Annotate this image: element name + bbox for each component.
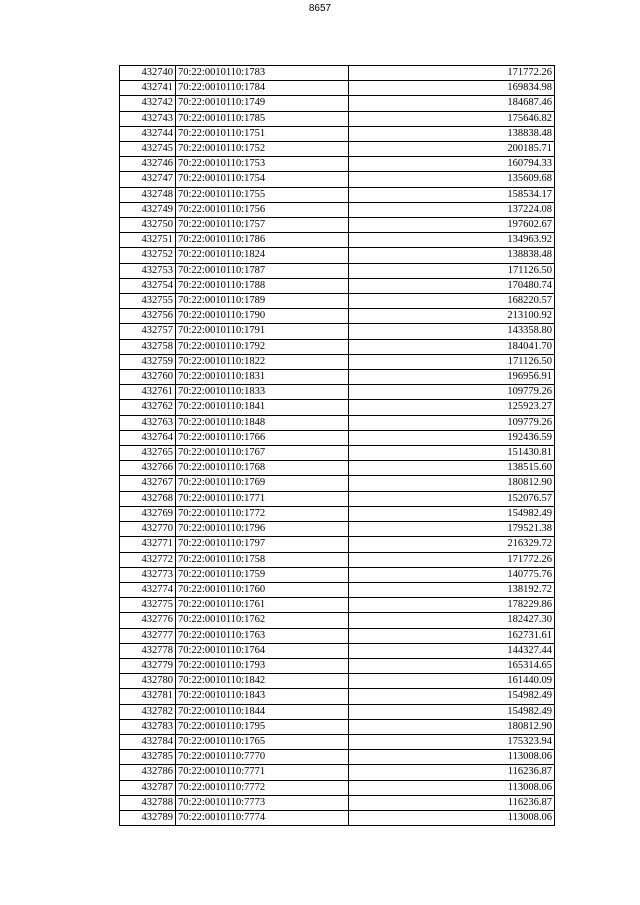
row-number-cell: 432749 xyxy=(120,202,176,217)
table-row xyxy=(120,704,555,719)
cadastral-number-cell: 70:22:0010110:1761 xyxy=(176,598,349,613)
cadastral-value-cell: 134963.92 xyxy=(349,233,555,248)
cadastral-number-cell: 70:22:0010110:1833 xyxy=(176,385,349,400)
row-number-cell: 432752 xyxy=(120,248,176,263)
table-row xyxy=(120,157,555,172)
cadastral-number-cell: 70:22:0010110:1772 xyxy=(176,506,349,521)
row-number-cell: 432787 xyxy=(120,780,176,795)
cadastral-number-cell: 70:22:0010110:1759 xyxy=(176,567,349,582)
cadastral-number-cell: 70:22:0010110:1796 xyxy=(176,522,349,537)
cadastral-value-cell: 175646.82 xyxy=(349,111,555,126)
cadastral-value-cell: 113008.06 xyxy=(349,810,555,825)
cadastral-number-cell: 70:22:0010110:1755 xyxy=(176,187,349,202)
row-number-cell: 432760 xyxy=(120,370,176,385)
table-row xyxy=(120,126,555,141)
cadastral-number-cell: 70:22:0010110:1756 xyxy=(176,202,349,217)
table-row xyxy=(120,370,555,385)
cadastral-number-cell: 70:22:0010110:1789 xyxy=(176,294,349,309)
table-row xyxy=(120,506,555,521)
cadastral-value-cell: 184687.46 xyxy=(349,96,555,111)
cadastral-value-cell: 196956.91 xyxy=(349,370,555,385)
row-number-cell: 432757 xyxy=(120,324,176,339)
cadastral-number-cell: 70:22:0010110:1784 xyxy=(176,81,349,96)
cadastral-number-cell: 70:22:0010110:1771 xyxy=(176,491,349,506)
row-number-cell: 432747 xyxy=(120,172,176,187)
cadastral-number-cell: 70:22:0010110:1783 xyxy=(176,66,349,81)
table-row xyxy=(120,628,555,643)
table-body xyxy=(120,66,555,826)
cadastral-value-cell: 140775.76 xyxy=(349,567,555,582)
row-number-cell: 432771 xyxy=(120,537,176,552)
cadastral-value-cell: 154982.49 xyxy=(349,704,555,719)
cadastral-value-cell: 151430.81 xyxy=(349,446,555,461)
table-row xyxy=(120,476,555,491)
cadastral-value-cell: 138838.48 xyxy=(349,126,555,141)
table-row xyxy=(120,430,555,445)
cadastral-number-cell: 70:22:0010110:1769 xyxy=(176,476,349,491)
cadastral-number-cell: 70:22:0010110:1753 xyxy=(176,157,349,172)
cadastral-value-cell: 116236.87 xyxy=(349,765,555,780)
cadastral-number-cell: 70:22:0010110:1793 xyxy=(176,658,349,673)
table-row xyxy=(120,658,555,673)
cadastral-number-cell: 70:22:0010110:1844 xyxy=(176,704,349,719)
table-row xyxy=(120,674,555,689)
cadastral-value-cell: 160794.33 xyxy=(349,157,555,172)
row-number-cell: 432763 xyxy=(120,415,176,430)
table-row xyxy=(120,142,555,157)
row-number-cell: 432774 xyxy=(120,582,176,597)
cadastral-value-cell: 162731.61 xyxy=(349,628,555,643)
cadastral-number-cell: 70:22:0010110:1842 xyxy=(176,674,349,689)
table-row xyxy=(120,567,555,582)
cadastral-value-cell: 180812.90 xyxy=(349,476,555,491)
table-row xyxy=(120,598,555,613)
table-row xyxy=(120,734,555,749)
table-row xyxy=(120,719,555,734)
cadastral-number-cell: 70:22:0010110:1768 xyxy=(176,461,349,476)
cadastral-number-cell: 70:22:0010110:7771 xyxy=(176,765,349,780)
cadastral-number-cell: 70:22:0010110:1786 xyxy=(176,233,349,248)
cadastral-value-cell: 179521.38 xyxy=(349,522,555,537)
cadastral-value-cell: 154982.49 xyxy=(349,506,555,521)
cadastral-value-cell: 138838.48 xyxy=(349,248,555,263)
row-number-cell: 432778 xyxy=(120,643,176,658)
row-number-cell: 432761 xyxy=(120,385,176,400)
cadastral-number-cell: 70:22:0010110:7774 xyxy=(176,810,349,825)
table-row xyxy=(120,309,555,324)
cadastral-value-cell: 213100.92 xyxy=(349,309,555,324)
table-row xyxy=(120,172,555,187)
table-row xyxy=(120,385,555,400)
cadastral-value-cell: 109779.26 xyxy=(349,385,555,400)
cadastral-number-cell: 70:22:0010110:1791 xyxy=(176,324,349,339)
cadastral-value-cell: 113008.06 xyxy=(349,750,555,765)
table-row xyxy=(120,537,555,552)
cadastral-value-cell: 116236.87 xyxy=(349,795,555,810)
row-number-cell: 432740 xyxy=(120,66,176,81)
cadastral-value-cell: 171772.26 xyxy=(349,552,555,567)
table-row xyxy=(120,111,555,126)
row-number-cell: 432765 xyxy=(120,446,176,461)
table-row xyxy=(120,400,555,415)
cadastral-value-cell: 197602.67 xyxy=(349,218,555,233)
table-row xyxy=(120,795,555,810)
cadastral-number-cell: 70:22:0010110:1797 xyxy=(176,537,349,552)
row-number-cell: 432777 xyxy=(120,628,176,643)
cadastral-number-cell: 70:22:0010110:1760 xyxy=(176,582,349,597)
cadastral-value-cell: 138515.60 xyxy=(349,461,555,476)
table-row xyxy=(120,491,555,506)
table-row xyxy=(120,202,555,217)
table-row xyxy=(120,66,555,81)
cadastral-value-cell: 169834.98 xyxy=(349,81,555,96)
row-number-cell: 432780 xyxy=(120,674,176,689)
cadastral-number-cell: 70:22:0010110:7773 xyxy=(176,795,349,810)
cadastral-number-cell: 70:22:0010110:1765 xyxy=(176,734,349,749)
row-number-cell: 432764 xyxy=(120,430,176,445)
cadastral-number-cell: 70:22:0010110:1752 xyxy=(176,142,349,157)
table-row xyxy=(120,643,555,658)
table-row xyxy=(120,324,555,339)
row-number-cell: 432753 xyxy=(120,263,176,278)
cadastral-value-cell: 192436.59 xyxy=(349,430,555,445)
table-row xyxy=(120,187,555,202)
table-row xyxy=(120,415,555,430)
cadastral-value-table xyxy=(119,65,555,826)
table-row xyxy=(120,780,555,795)
row-number-cell: 432766 xyxy=(120,461,176,476)
table-row xyxy=(120,354,555,369)
row-number-cell: 432775 xyxy=(120,598,176,613)
cadastral-value-cell: 143358.80 xyxy=(349,324,555,339)
table-row xyxy=(120,750,555,765)
row-number-cell: 432789 xyxy=(120,810,176,825)
cadastral-value-cell: 182427.30 xyxy=(349,613,555,628)
row-number-cell: 432781 xyxy=(120,689,176,704)
cadastral-number-cell: 70:22:0010110:1749 xyxy=(176,96,349,111)
table-row xyxy=(120,339,555,354)
table-row xyxy=(120,248,555,263)
cadastral-value-cell: 168220.57 xyxy=(349,294,555,309)
table-row xyxy=(120,522,555,537)
cadastral-number-cell: 70:22:0010110:1762 xyxy=(176,613,349,628)
cadastral-number-cell: 70:22:0010110:1792 xyxy=(176,339,349,354)
row-number-cell: 432779 xyxy=(120,658,176,673)
row-number-cell: 432758 xyxy=(120,339,176,354)
row-number-cell: 432750 xyxy=(120,218,176,233)
cadastral-number-cell: 70:22:0010110:1758 xyxy=(176,552,349,567)
cadastral-value-cell: 184041.70 xyxy=(349,339,555,354)
cadastral-value-cell: 158534.17 xyxy=(349,187,555,202)
table-row xyxy=(120,263,555,278)
cadastral-value-cell: 138192.72 xyxy=(349,582,555,597)
cadastral-value-cell: 175323.94 xyxy=(349,734,555,749)
cadastral-value-cell: 178229.86 xyxy=(349,598,555,613)
row-number-cell: 432754 xyxy=(120,278,176,293)
cadastral-number-cell: 70:22:0010110:1824 xyxy=(176,248,349,263)
cadastral-value-cell: 171772.26 xyxy=(349,66,555,81)
cadastral-value-cell: 216329.72 xyxy=(349,537,555,552)
cadastral-number-cell: 70:22:0010110:1788 xyxy=(176,278,349,293)
row-number-cell: 432742 xyxy=(120,96,176,111)
row-number-cell: 432770 xyxy=(120,522,176,537)
table-row xyxy=(120,689,555,704)
cadastral-number-cell: 70:22:0010110:1843 xyxy=(176,689,349,704)
table-row xyxy=(120,552,555,567)
cadastral-value-cell: 165314.65 xyxy=(349,658,555,673)
cadastral-number-cell: 70:22:0010110:1790 xyxy=(176,309,349,324)
table-row xyxy=(120,218,555,233)
table-row xyxy=(120,96,555,111)
cadastral-value-cell: 109779.26 xyxy=(349,415,555,430)
cadastral-value-cell: 180812.90 xyxy=(349,719,555,734)
row-number-cell: 432773 xyxy=(120,567,176,582)
cadastral-number-cell: 70:22:0010110:1822 xyxy=(176,354,349,369)
row-number-cell: 432741 xyxy=(120,81,176,96)
cadastral-value-cell: 170480.74 xyxy=(349,278,555,293)
cadastral-value-cell: 171126.50 xyxy=(349,263,555,278)
cadastral-value-cell: 144327.44 xyxy=(349,643,555,658)
row-number-cell: 432743 xyxy=(120,111,176,126)
row-number-cell: 432776 xyxy=(120,613,176,628)
row-number-cell: 432785 xyxy=(120,750,176,765)
row-number-cell: 432756 xyxy=(120,309,176,324)
page-number: 8657 xyxy=(308,3,332,14)
cadastral-number-cell: 70:22:0010110:1795 xyxy=(176,719,349,734)
row-number-cell: 432783 xyxy=(120,719,176,734)
row-number-cell: 432746 xyxy=(120,157,176,172)
row-number-cell: 432744 xyxy=(120,126,176,141)
row-number-cell: 432762 xyxy=(120,400,176,415)
cadastral-number-cell: 70:22:0010110:1831 xyxy=(176,370,349,385)
table-row xyxy=(120,765,555,780)
row-number-cell: 432769 xyxy=(120,506,176,521)
row-number-cell: 432755 xyxy=(120,294,176,309)
row-number-cell: 432786 xyxy=(120,765,176,780)
row-number-cell: 432745 xyxy=(120,142,176,157)
table-row xyxy=(120,233,555,248)
cadastral-number-cell: 70:22:0010110:1848 xyxy=(176,415,349,430)
row-number-cell: 432759 xyxy=(120,354,176,369)
cadastral-number-cell: 70:22:0010110:1751 xyxy=(176,126,349,141)
table-row xyxy=(120,81,555,96)
table-row xyxy=(120,810,555,825)
cadastral-value-cell: 135609.68 xyxy=(349,172,555,187)
cadastral-number-cell: 70:22:0010110:1754 xyxy=(176,172,349,187)
row-number-cell: 432768 xyxy=(120,491,176,506)
cadastral-number-cell: 70:22:0010110:7772 xyxy=(176,780,349,795)
table-row xyxy=(120,461,555,476)
table-row xyxy=(120,446,555,461)
cadastral-number-cell: 70:22:0010110:1767 xyxy=(176,446,349,461)
cadastral-value-cell: 113008.06 xyxy=(349,780,555,795)
row-number-cell: 432748 xyxy=(120,187,176,202)
cadastral-value-cell: 161440.09 xyxy=(349,674,555,689)
cadastral-number-cell: 70:22:0010110:7770 xyxy=(176,750,349,765)
cadastral-number-cell: 70:22:0010110:1787 xyxy=(176,263,349,278)
cadastral-number-cell: 70:22:0010110:1841 xyxy=(176,400,349,415)
table-row xyxy=(120,582,555,597)
cadastral-value-cell: 171126.50 xyxy=(349,354,555,369)
table-row xyxy=(120,294,555,309)
cadastral-value-cell: 137224.08 xyxy=(349,202,555,217)
cadastral-number-cell: 70:22:0010110:1764 xyxy=(176,643,349,658)
table-row xyxy=(120,278,555,293)
cadastral-number-cell: 70:22:0010110:1766 xyxy=(176,430,349,445)
cadastral-value-cell: 125923.27 xyxy=(349,400,555,415)
row-number-cell: 432767 xyxy=(120,476,176,491)
row-number-cell: 432751 xyxy=(120,233,176,248)
cadastral-number-cell: 70:22:0010110:1763 xyxy=(176,628,349,643)
row-number-cell: 432782 xyxy=(120,704,176,719)
row-number-cell: 432772 xyxy=(120,552,176,567)
cadastral-number-cell: 70:22:0010110:1757 xyxy=(176,218,349,233)
row-number-cell: 432784 xyxy=(120,734,176,749)
cadastral-value-cell: 200185.71 xyxy=(349,142,555,157)
cadastral-value-cell: 154982.49 xyxy=(349,689,555,704)
cadastral-value-cell: 152076.57 xyxy=(349,491,555,506)
table-row xyxy=(120,613,555,628)
row-number-cell: 432788 xyxy=(120,795,176,810)
cadastral-number-cell: 70:22:0010110:1785 xyxy=(176,111,349,126)
